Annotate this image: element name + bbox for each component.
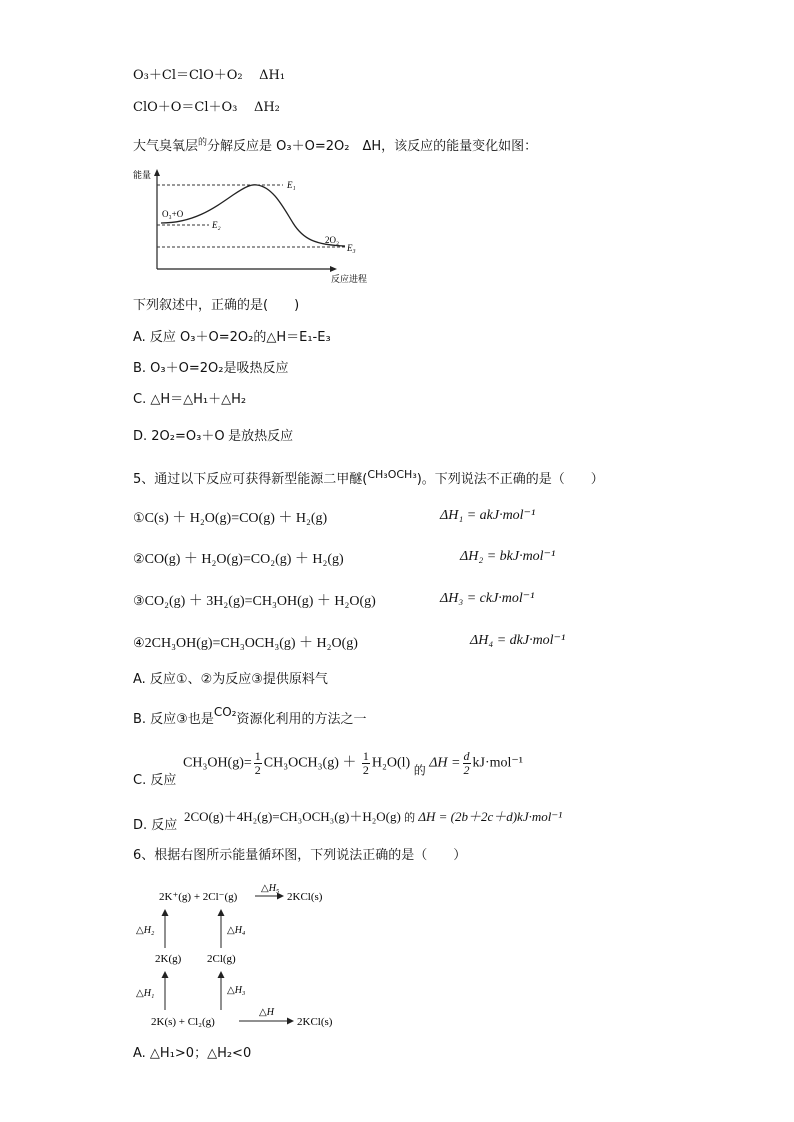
- cycle-dh4: △H₄: [227, 925, 246, 936]
- q4-option-a: A. 反应 O₃＋O=2O₂的△H＝E₁-E₃: [133, 330, 331, 345]
- cycle-dh2: △H₂: [136, 925, 155, 936]
- q5-dh-4: ΔH₄ = dkJ·mol⁻¹: [470, 633, 566, 648]
- diagram-ylabel: 能量: [133, 170, 152, 180]
- q4-stem: 下列叙述中，正确的是( ): [133, 298, 300, 313]
- diagram-e3: E₃: [347, 243, 356, 253]
- cycle-top-right: 2KCl(s): [287, 891, 323, 903]
- diagram-reactant: O₃+O: [162, 209, 184, 219]
- q5-stem: 5、通过以下反应可获得新型能源二甲醚($^{CH_3OCH_3}$)。下列说法不正确的是（ ）: [133, 468, 604, 487]
- q6-stem: 6、根据右图所示能量循环图，下列说法正确的是（ ）: [133, 848, 467, 863]
- q5-dh-2: ΔH₂ = bkJ·mol⁻¹: [460, 549, 556, 564]
- q5-dh-3: ΔH₃ = ckJ·mol⁻¹: [440, 591, 535, 606]
- q5-reaction-1: ①C(s) ＋ H₂O(g)=CO(g) ＋ H₂(g): [133, 510, 328, 526]
- q6-option-a: A. △H₁>0；△H₂<0: [133, 1046, 252, 1061]
- q4-intro: 大气臭氧层$^的$分解反应是 O₃＋O=2O₂ ΔH，该反应的能量变化如图：: [133, 138, 538, 154]
- cycle-dh1: △H₁: [136, 988, 155, 999]
- cycle-dh5: △H₅: [261, 883, 280, 894]
- cycle-bot-left: 2K(s) + Cl₂(g): [151, 1016, 215, 1028]
- q5-option-b: B. 反应③也是$^{CO_2}$资源化利用的方法之一: [133, 705, 367, 727]
- cycle-mid-right: 2Cl(g): [207, 953, 236, 965]
- q5-option-c-equation: CH₃OH(g)= $\frac{1}{2}$ CH₃OCH₃(g) ＋ $\frac{1}{2}$ H₂O(l) 的 ΔH = $\frac{d}{2}$ kJ·mol⁻¹: [183, 749, 523, 778]
- fraction-half: $\frac{1}{2}$: [254, 749, 261, 777]
- q5-dh-1: ΔH₁ = akJ·mol⁻¹: [440, 508, 536, 523]
- energy-diagram: [133, 165, 383, 290]
- q5-reaction-4: ④2CH₃OH(g)=CH₃OCH₃(g) ＋ H₂O(g): [133, 635, 358, 651]
- cycle-mid-left: 2K(g): [155, 953, 182, 965]
- fraction-half: $\frac{1}{2}$: [362, 749, 369, 777]
- q5-reaction-2: ②CO(g) ＋ H₂O(g)=CO₂(g) ＋ H₂(g): [133, 551, 344, 567]
- q5-option-a: A. 反应①、②为反应③提供原料气: [133, 672, 328, 687]
- q5-option-c-label: C. 反应: [133, 773, 177, 788]
- cycle-top-left: 2K⁺(g) + 2Cl⁻(g): [159, 891, 238, 903]
- q4-option-d: D. 2O₂=O₃＋O 是放热反应: [133, 429, 294, 444]
- equation-2: ClO＋O＝Cl＋O₃ ΔH₂: [133, 100, 280, 115]
- q5-option-d-label: D. 反应: [133, 818, 178, 833]
- cycle-bot-right: 2KCl(s): [297, 1016, 333, 1028]
- energy-cycle-diagram: [133, 880, 363, 1035]
- q4-option-c: C. △H＝△H₁＋△H₂: [133, 392, 247, 407]
- q5-option-d-equation: 2CO(g)＋4H₂(g)=CH₃OCH₃(g)＋H₂O(g) 的 ΔH = (2b＋2c＋d)kJ·mol⁻¹: [184, 809, 563, 824]
- equation-1: O₃＋Cl＝ClO＋O₂ ΔH₁: [133, 68, 286, 83]
- diagram-product: 2O₂: [325, 235, 340, 245]
- diagram-e2: E₂: [212, 220, 221, 230]
- q4-option-b: B. O₃＋O=2O₂是吸热反应: [133, 361, 289, 376]
- fraction-d-half: $\frac{d}{2}$: [463, 749, 470, 777]
- cycle-dh: △H: [259, 1007, 274, 1018]
- diagram-e1: E₁: [287, 180, 296, 190]
- cycle-dh3: △H₃: [227, 985, 246, 996]
- diagram-xlabel: 反应进程: [331, 274, 368, 284]
- q5-reaction-3: ③CO₂(g) ＋ 3H₂(g)=CH₃OH(g) ＋ H₂O(g): [133, 593, 376, 609]
